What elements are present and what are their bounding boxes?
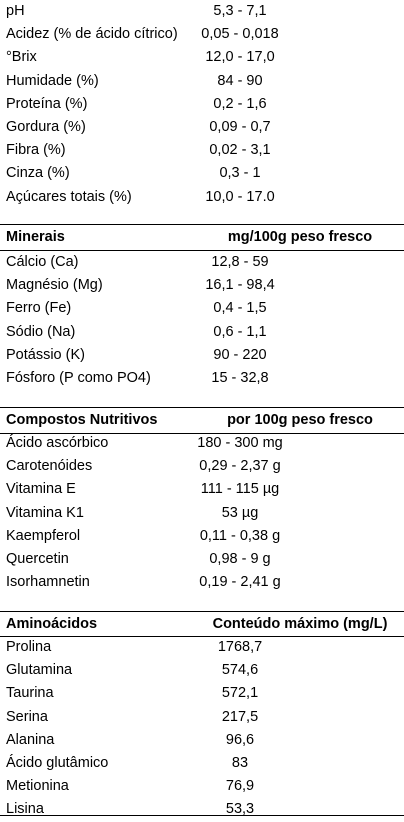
row-label: pH [6, 3, 25, 19]
table-row [0, 70, 404, 93]
row-value: 0,05 - 0,018 [201, 26, 279, 43]
table-row [0, 186, 404, 209]
row-label: Humidade (%) [6, 72, 99, 89]
row-value: 0,09 - 0,7 [209, 118, 271, 135]
table-row [0, 0, 404, 23]
table-row [0, 344, 404, 367]
table-row [0, 46, 404, 69]
table-row [0, 455, 404, 478]
row-label: °Brix [6, 49, 37, 66]
row-value: 53 µg [221, 504, 259, 521]
row-label: Metionina [6, 778, 69, 795]
row-value: 0,02 - 3,1 [209, 142, 271, 159]
table-row [0, 93, 404, 116]
table-row [0, 23, 404, 46]
row-label: Carotenóides [6, 458, 93, 475]
row-value: 0,19 - 2,41 g [199, 574, 281, 591]
row-label: Serina [6, 708, 48, 725]
row-label: Magnésio (Mg) [6, 277, 103, 294]
row-label: Proteína (%) [6, 95, 88, 112]
table-row [0, 321, 404, 344]
row-value: 12,8 - 59 [211, 254, 269, 270]
table-row [0, 274, 404, 297]
table-row [0, 251, 404, 274]
row-value: 5,3 - 7,1 [213, 3, 267, 19]
row-label: Alanina [6, 731, 55, 748]
row-value: 0,2 - 1,6 [213, 95, 267, 112]
table-row [0, 139, 404, 162]
header-label: Aminoácidos [6, 616, 98, 632]
row-value: 0,6 - 1,1 [213, 323, 267, 340]
row-label: Cálcio (Ca) [6, 254, 79, 270]
row-label: Vitamina K1 [6, 504, 84, 521]
row-label: Kaempferol [6, 527, 81, 544]
row-label: Fibra (%) [6, 142, 66, 159]
row-value: 90 - 220 [213, 346, 267, 363]
table-row [0, 752, 404, 775]
row-label: Sódio (Na) [6, 323, 76, 340]
header-label: Compostos Nutritivos [6, 412, 158, 428]
table-row [0, 682, 404, 705]
row-value: 0,11 - 0,38 g [199, 527, 281, 544]
minerals-rows [0, 251, 404, 390]
header-value: por 100g peso fresco [227, 412, 373, 428]
table-row [0, 367, 404, 390]
row-label: Taurina [6, 685, 54, 702]
table-row [0, 116, 404, 139]
row-value: 0,4 - 1,5 [213, 300, 267, 317]
row-value: 180 - 300 mg [197, 435, 283, 451]
table-row [0, 636, 404, 659]
table-bottom-rule [0, 815, 404, 816]
table-row [0, 659, 404, 682]
row-label: Acidez (% de ácido cítrico) [6, 26, 178, 43]
header-value: Conteúdo máximo (mg/L) [212, 616, 388, 632]
row-label: Glutamina [6, 662, 73, 679]
row-label: Ferro (Fe) [6, 300, 72, 317]
nutritive-rows [0, 432, 404, 594]
table-row [0, 548, 404, 571]
row-value: 83 [231, 754, 249, 771]
row-value: 16,1 - 98,4 [205, 277, 275, 294]
row-label: Isorhamnetin [6, 574, 90, 591]
table-row [0, 525, 404, 548]
row-value: 217,5 [221, 708, 259, 725]
row-label: Cinza (%) [6, 165, 70, 182]
row-label: Açúcares totais (%) [6, 188, 132, 205]
row-value: 15 - 32,8 [211, 369, 269, 386]
table-row [0, 775, 404, 798]
table-row [0, 432, 404, 455]
table-row [0, 729, 404, 752]
row-value: 0,3 - 1 [219, 165, 261, 182]
table-header [0, 408, 404, 433]
nutritive-table [0, 408, 404, 433]
table-row [0, 478, 404, 501]
row-label: Ácido glutâmico [6, 754, 109, 771]
row-label: Prolina [6, 639, 52, 655]
row-label: Gordura (%) [6, 118, 86, 135]
row-value: 0,29 - 2,37 g [199, 458, 281, 475]
row-value: 111 - 115 µg [200, 481, 280, 498]
row-label: Fósforo (P como PO4) [6, 369, 151, 386]
properties-table [0, 0, 404, 209]
row-value: 572,1 [221, 685, 259, 702]
row-label: Potássio (K) [6, 346, 85, 363]
row-value: 1768,7 [217, 639, 263, 655]
minerals-table [0, 225, 404, 250]
row-value: 96,6 [225, 731, 255, 748]
row-value: 76,9 [225, 778, 255, 795]
row-value: 0,98 - 9 g [209, 550, 271, 567]
row-label: Quercetin [6, 550, 69, 567]
amino-table [0, 612, 404, 637]
table-row [0, 502, 404, 525]
row-value: 12,0 - 17,0 [205, 49, 275, 66]
table-row [0, 571, 404, 594]
row-label: Ácido ascórbico [6, 435, 109, 451]
table-row [0, 798, 404, 821]
amino-rows [0, 636, 404, 822]
table-row [0, 162, 404, 185]
row-value: 84 - 90 [217, 72, 263, 89]
row-label: Vitamina E [6, 481, 76, 498]
table-header [0, 612, 404, 637]
table-row [0, 297, 404, 320]
row-value: 574,6 [221, 662, 259, 679]
row-value: 53,3 [225, 801, 255, 818]
row-label: Lisina [6, 801, 44, 818]
header-label: Minerais [6, 229, 65, 245]
table-row [0, 706, 404, 729]
row-value: 10,0 - 17.0 [205, 188, 275, 205]
header-value: mg/100g peso fresco [227, 229, 373, 245]
table-header [0, 225, 404, 250]
